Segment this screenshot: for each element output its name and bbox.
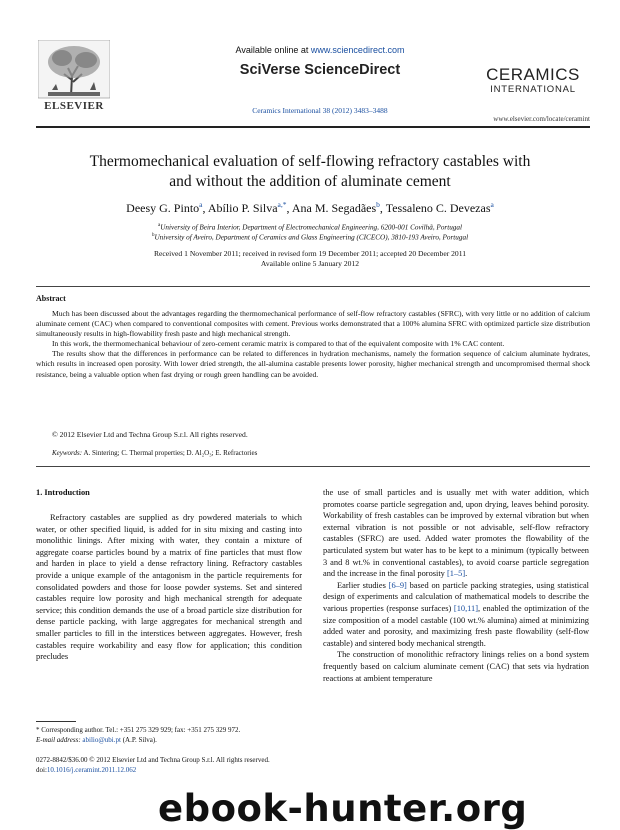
body-paragraph: Refractory castables are supplied as dry powdered materials to which water, or other specified liquid, is added for in situ mixing and casting into monolithic linings. After mixing with water, they contain a mixture of aggregate coarse particles bound by a matrix of fine particles that must flow and harden in place to yield a dense refractory lining. Refractory castables provide a unique example of the antagonism in the particle requirements for consolidated powders and those for loose powder systems. Set and sintered castables require low porosity and high mechanical strength for adequate service; this condition demands the use of a broad particle size distribution for dense particle packing, with large aggregates for mechanical strength and smaller particles to fill in the interstices between aggregates. However, fresh castables require workability and easy flow for application; this condition precludes [36,513,302,662]
header-divider [36,126,590,128]
article-title: Thermomechanical evaluation of self-flowing refractory castables with and without the addition of aluminate cement [89,153,531,190]
email-link[interactable]: abilio@ubi.pt [82,735,121,744]
body-paragraph: The construction of monolithic refractory linings relies on a bond system frequently based on calcium aluminate cement (CAC) that sets via hydration reactions at ambient temperature [323,650,589,683]
abstract-bottom-divider [36,466,590,467]
received-dates: Received 1 November 2011; received in revised form 19 December 2011; accepted 20 December 2011 [153,249,467,258]
body-paragraph: Earlier studies [6–9] based on particle packing strategies, using statistical design of experiments and calculation of mathematical models to describe the various properties (response surfaces) [10,11], enabled the optimization of the size composition of a model castable (100 wt.% alumina) aimed at minimizing added water and porosity, and maximizing fresh paste flowability (self-flow castable) and sintered body mechanical strength. [323,580,589,648]
body-column-right [323,487,589,684]
keywords: Keywords: A. Sintering; C. Thermal properties; D. Al₂O₃; E. Refractories [52,449,258,457]
author-list: Deesy G. Pinto$^a$, Abílio P. Silva$^{a,*}$, Ana M. Segadães$^b$, Tessaleno C. Devezas$^a$ [126,200,494,215]
citation-link[interactable]: [1–5] [446,569,466,579]
author-name: Ana M. Segadães [291,201,377,215]
author-name: Deesy G. Pinto [126,201,200,215]
available-online: Available online at www.sciencedirect.com [235,45,405,55]
abstract-text [36,309,590,380]
body-paragraph: the use of small particles and is usually met with water addition, which promotes coarse particle segregation and, upon drying, leaves behind porosity. Workability of fresh castables can be improved by external vibration but when external vibration is not possible or not advisable, self-flow refractory castables (SFRC) are used. Added water promotes the flowability of the particulated system but water has to be kept to a minimum (typically between 3 and 8 wt.% in conventional castables), to avoid coarse particle segregation and the increase in the final porosity [1–5]. [323,488,589,579]
journal-citation[interactable]: Ceramics International 38 (2012) 3483–3488 [252,106,388,115]
citation-link[interactable]: [10,11] [453,603,479,613]
abstract-top-divider [36,286,590,287]
publisher-name: ELSEVIER [44,100,104,112]
available-online-date: Available online 5 January 2012 [260,259,360,268]
body-column-left [36,512,302,663]
affiliation: $^b$University of Aveiro, Department of Ceramics and Glass Engineering (CICECO), 3810-193 Aveiro, Portugal [151,233,469,242]
corresponding-author-footnote: * Corresponding author. Tel.: +351 275 329 929; fax: +351 275 329 972. E-mail address: abilio@ubi.pt (A.P. Silva). [36,726,241,744]
watermark-text: ebook-hunter.org [158,787,528,830]
author-name: Tessaleno C. Devezas [385,201,491,215]
abstract-paragraph: In this work, the thermomechanical behaviour of zero-cement ceramic matrix is compared to that of the equivalent composite with 1% CAC content. [52,339,505,349]
copyright-notice: © 2012 Elsevier Ltd and Techna Group S.r.l. All rights reserved. [52,430,248,439]
citation-link[interactable]: [6–9] [388,580,407,590]
abstract-paragraph: Much has been discussed about the advantages regarding the thermomechanical performance of self-flow refractory castables (SFRC), with very little or no addition of calcium aluminate cement (CAC) when compared to conventional composites with cement. Previous works demonstrated that a 100% alumina SFRC with optimized particle size distribution simultaneously results in high-flowability fresh paste and high mechanical strength. [36,309,590,339]
author-name: Abílio P. Silva [207,201,278,215]
affiliation: $^a$University of Beira Interior, Department of Electromechanical Engineering, 6200-001 Covilhã, Portugal [158,223,462,232]
section-heading-introduction: 1. Introduction [36,488,90,497]
platform-name: SciVerse ScienceDirect [239,62,401,78]
abstract-paragraph: The results show that the differences in performance can be related to differences in hydration mechanisms, namely the formation sequence of calcium aluminate hydrates, which results in increased open porosity. With lower dried strength, the all-alumina castable presents lower porosity, higher mechanical strength and uncompromised thermal shock resistance, being a valuable option when fast drying or rough green handling can be avoided. [36,349,590,379]
doi-link[interactable]: 10.1016/j.ceramint.2011.12.062 [46,765,137,774]
journal-url[interactable]: www.elsevier.com/locate/ceramint [493,115,590,123]
abstract-heading: Abstract [36,294,66,303]
sciencedirect-link[interactable]: www.sciencedirect.com [310,45,405,55]
journal-logo: CERAMICS INTERNATIONAL [486,65,580,95]
footnote-divider [36,721,76,722]
issn-doi-block: 0272-8842/$36.00 © 2012 Elsevier Ltd and Techna Group S.r.l. All rights reserved. doi:10.1016/j.ceramint.2011.12.062 [36,756,270,774]
